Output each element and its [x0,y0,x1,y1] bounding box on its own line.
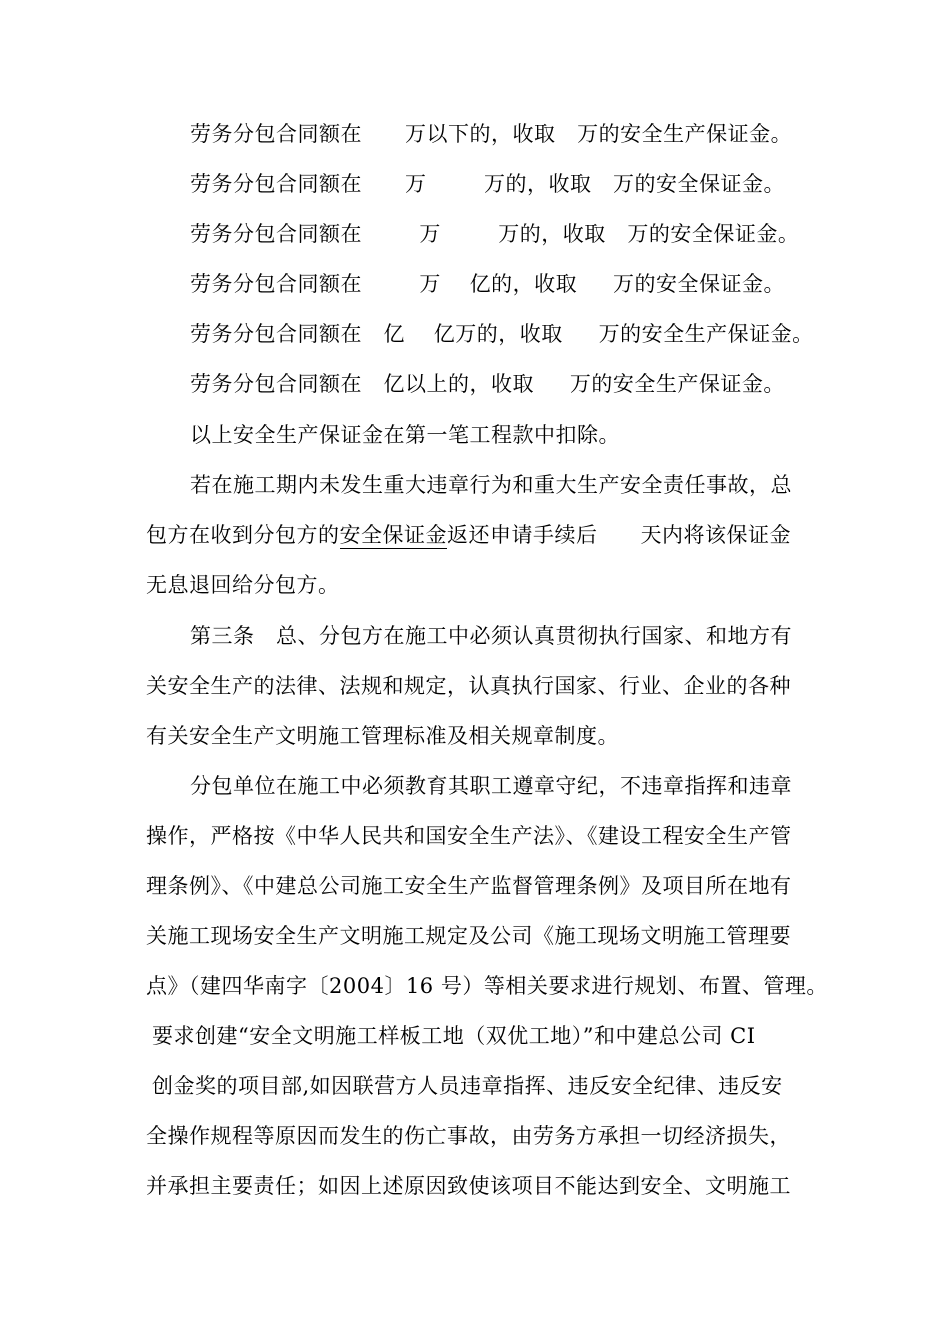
text-line: 要求创建“安全文明施工样板工地（双优工地）”和中建总公司 CI [152,1024,756,1048]
text-line: 关安全生产的法律、法规和规定，认真执行国家、行业、企业的各种 [146,674,791,698]
text-line: 分包单位在施工中必须教育其职工遵章守纪，不违章指挥和违章 [190,774,792,798]
text-line: 关施工现场安全生产文明施工规定及公司《施工现场文明施工管理要 [146,924,791,948]
text-line: 有关安全生产文明施工管理标准及相关规章制度。 [146,724,619,748]
text-line: 若在施工期内未发生重大违章行为和重大生产安全责任事故，总 [190,473,792,497]
text-line: 点》（建四华南字〔2004〕16 号）等相关要求进行规划、布置、管理。 [146,974,828,998]
text-line: 第三条 总、分包方在施工中必须认真贯彻执行国家、和地方有 [190,624,793,648]
text-line: 创金奖的项目部,如因联营方人员违章指挥、违反安全纪律、违反安 [152,1074,783,1098]
text-line: 劳务分包合同额在 万 万的，收取 万的安全保证金。 [190,222,800,246]
text-line: 并承担主要责任；如因上述原因致使该项目不能达到安全、文明施工 [146,1174,791,1198]
text-segment: 包方在收到分包方的 [146,523,340,547]
text-line: 理条例》、《中建总公司施工安全生产监督管理条例》及项目所在地有 [146,874,792,898]
text-line: 劳务分包合同额在 万 万的，收取 万的安全保证金。 [190,172,785,196]
text-line: 劳务分包合同额在 万 亿的，收取 万的安全保证金。 [190,272,785,296]
text-line: 劳务分包合同额在 万以下的，收取 万的安全生产保证金。 [190,122,793,146]
text-line: 劳务分包合同额在 亿以上的，收取 万的安全生产保证金。 [190,372,785,396]
text-line: 全操作规程等原因而发生的伤亡事故，由劳务方承担一切经济损失， [146,1124,791,1148]
text-line: 操作，严格按《中华人民共和国安全生产法》、《建设工程安全生产管 [146,824,792,848]
text-segment: 返还申请手续后 天内将该保证金 [447,523,792,547]
text-line: 劳务分包合同额在 亿 亿万的，收取 万的安全生产保证金。 [190,322,814,346]
underlined-term: 安全保证金 [339,523,447,547]
text-line: 以上安全生产保证金在第一笔工程款中扣除。 [190,423,620,447]
text-line: 无息退回给分包方。 [146,573,340,597]
text-line-underlined [146,521,791,549]
